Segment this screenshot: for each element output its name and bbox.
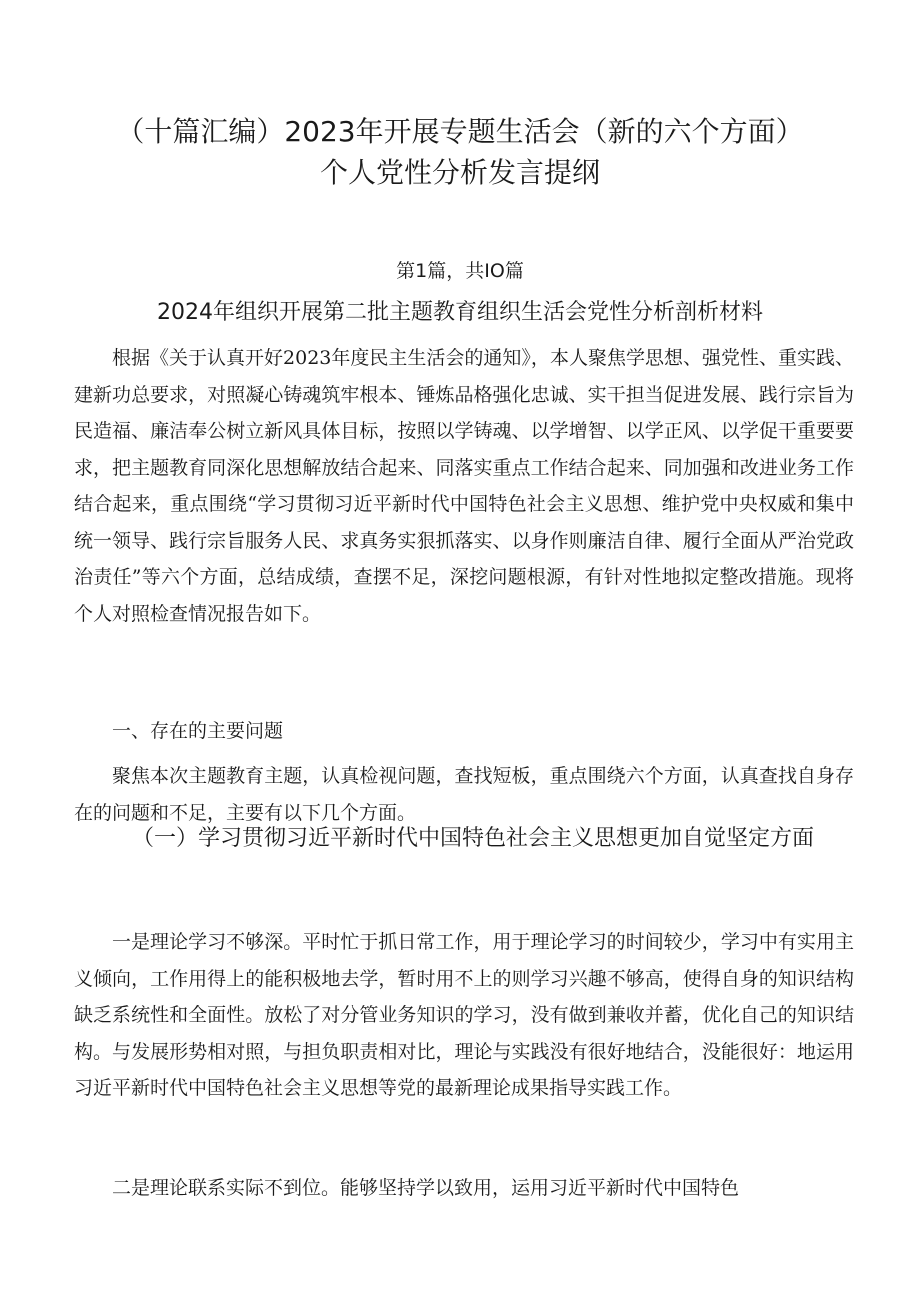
subheading-theory-study: （一）学习贯彻习近平新时代中国特色社会主义思想更加自觉坚定方面 [132, 826, 815, 851]
paragraph-focus: 聚焦本次主题教育主题，认真检视问题，查找短板，重点围绕六个方面，认真查找自身存在的问题和不足，主要有以下几个方面。 [74, 765, 854, 824]
part-label: 第1篇，共IO篇 [396, 260, 524, 282]
heading-main-problems: 一、存在的主要问题 [112, 720, 284, 742]
section-title: 2024年组织开展第二批主题教育组织生活会党性分析剖析材料 [157, 300, 763, 325]
paragraph-point-1: 一是理论学习不够深。平时忙于抓日常工作，用于理论学习的时间较少，学习中有实用主义倾向，工作用得上的能积极地去学，暂时用不上的则学习兴趣不够高，使得自身的知识结构缺乏系统性和全面性。放松了对分管业务知识的学习，没有做到兼收并蓄，优化自己的知识结构。与发展形势相对照，与担负职责相对比，理论与实践没有很好地结合，没能很好：地运用习近平新时代中国特色社会主义思想等党的最新理论成果指导实践工作。 [74, 931, 854, 1099]
paragraph-point-2: 二是理论联系实际不到位。能够坚持学以致用，运用习近平新时代中国特色 [112, 1177, 740, 1199]
document-title-line-2: 个人党性分析发言提纲 [319, 156, 600, 189]
document-title-line-1: （十篇汇编）2023年开展专题生活会（新的六个方面） [116, 115, 804, 148]
paragraph-intro: 根据《关于认真开好2023年度民主生活会的通知》，本人聚焦学思想、强党性、重实践、建新功总要求，对照凝心铸魂筑牢根本、锤炼品格强化忠诚、实干担当促进发展、践行宗旨为民造福、廉洁奉公树立新风具体目标，按照以学铸魂、以学增智、以学正风、以学促干重要要求，把主题教育同深化思想解放结合起来、同落实重点工作结合起来、同加强和改进业务工作结合起来，重点围绕“学习贯彻习近平新时代中国特色社会主义思想、维护党中央权威和集中统一领导、践行宗旨服务人民、求真务实狠抓落实、以身作则廉洁自律、履行全面从严治党政治责任”等六个方面，总结成绩，查摆不足，深挖问题根源，有针对性地拟定整改措施。现将个人对照检查情况报告如下。 [74, 347, 854, 625]
